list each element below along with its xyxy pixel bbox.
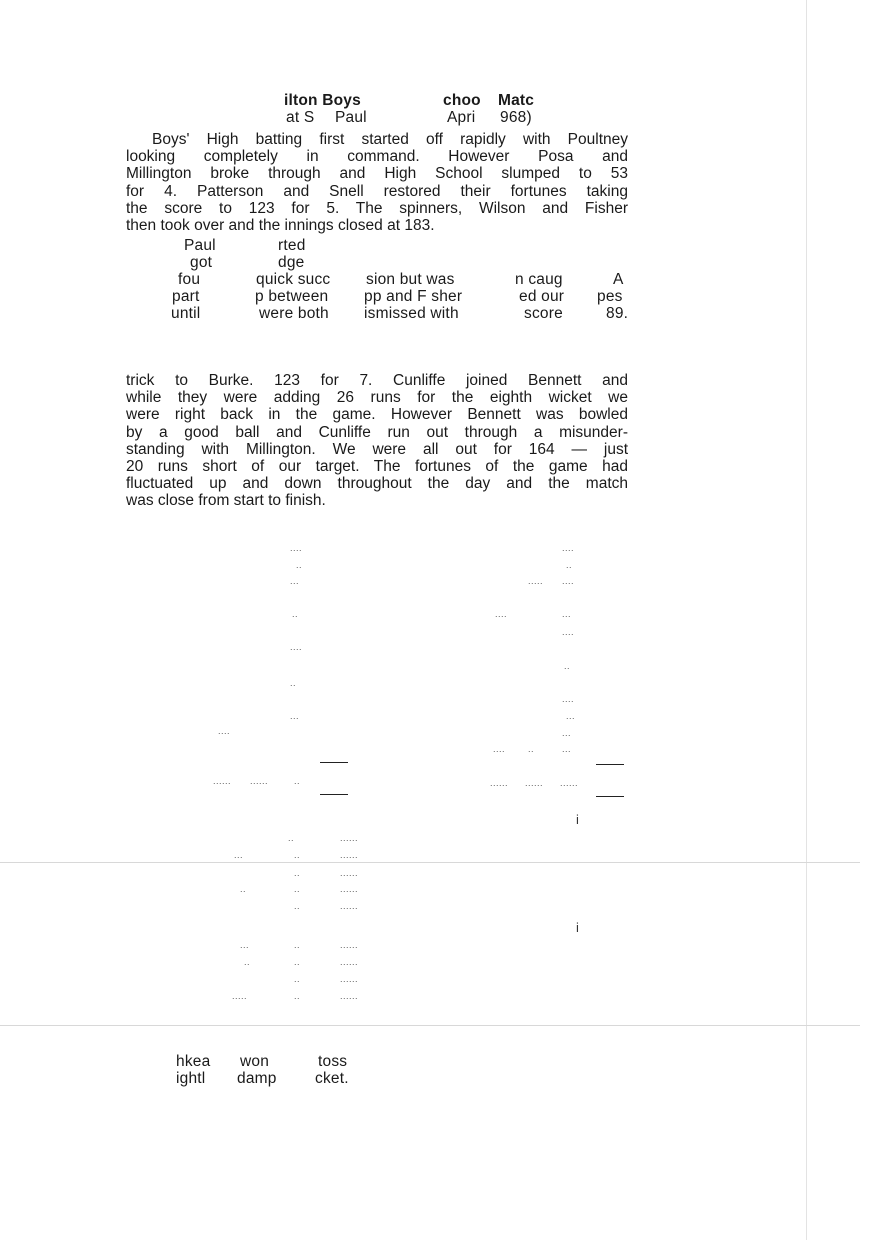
leader-dots: ...... [340,833,359,843]
leader-dots: .. [294,901,301,911]
leader-dots: ... [566,711,576,721]
leader-dots: ...... [525,778,544,788]
total-rule [320,794,348,795]
leader-dots: .. [296,560,303,570]
leader-dots: .. [294,776,301,786]
leader-dots: ... [234,850,244,860]
fragment: fou [178,271,201,288]
leader-dots: ...... [340,850,359,860]
leader-dots: ...... [250,776,269,786]
fragment: ed our [519,288,565,305]
leader-dots: .... [493,744,506,754]
text-line: trick to Burke. 123 for 7. Cunliffe joined Bennett and [126,372,628,389]
text-line: standing with Millington. We were all out for 164 — just [126,440,628,458]
leader-dots: .... [218,726,231,736]
leader-dots: .. [564,661,571,671]
leader-dots: .. [288,833,295,843]
leader-dots: .. [294,884,301,894]
leader-dots: .. [294,991,301,1001]
heading-mid: choo [443,92,481,109]
fragment: ismissed with [364,305,459,322]
fragment: until [171,305,201,322]
leader-dots: ...... [340,957,359,967]
text-line: were right back in the game. However Bennett was bowled [126,406,628,424]
leader-dots: ...... [340,974,359,984]
paragraph-1 [126,131,628,234]
fragment: got [190,254,213,271]
fragment: cket. [315,1070,349,1087]
leader-dots: .. [292,609,299,619]
fragment: score [524,305,563,322]
fragment: hkea [176,1053,211,1070]
subheading-left: at S [286,109,315,126]
fragment: A [613,271,624,288]
leader-dots: .... [562,576,575,586]
fragment: pes [597,288,623,305]
fragment: rted [278,237,306,254]
fragment: sion but was [366,271,455,288]
fragment: Paul [184,237,216,254]
leader-dots: .. [528,744,535,754]
stray-mark: i [576,920,579,935]
leader-dots: .... [562,543,575,553]
fold-line [0,862,860,863]
leader-dots: .... [290,543,303,553]
heading-right: Matc [498,92,535,109]
leader-dots: ... [290,711,300,721]
text-line: then took over and the innings closed at 183. [126,217,435,235]
leader-dots: ...... [213,776,232,786]
text-line: Boys' High batting first started off rapidly with Poultney [152,131,628,148]
leader-dots: .. [240,884,247,894]
text-line: by a good ball and Cunliffe run out through a misunder- [126,423,628,441]
paragraph-2 [126,372,628,510]
leader-dots: ..... [528,576,544,586]
text-line: for 4. Patterson and Snell restored their fortunes taking [126,182,628,200]
fragment: damp [237,1070,277,1087]
fragment: pp and F sher [364,288,463,305]
page-edge [806,0,807,1240]
leader-dots: .. [294,957,301,967]
fragment: won [240,1053,270,1070]
heading-left: ilton Boys [284,92,361,109]
fragment: part [172,288,200,305]
leader-dots: ...... [490,778,509,788]
leader-dots: .. [294,940,301,950]
text-line: while they were adding 26 runs for the eighth wicket we [126,389,628,407]
leader-dots: .... [495,609,508,619]
leader-dots: ... [562,744,572,754]
leader-dots: .... [290,642,303,652]
total-rule [320,762,348,763]
leader-dots: ... [562,728,572,738]
fragment: p between [255,288,329,305]
text-line: looking completely in command. However Posa and [126,148,628,166]
text-line: Millington broke through and High School slumped to 53 [126,165,628,183]
fragment: dge [278,254,305,271]
fragment: toss [318,1053,348,1070]
subheading-right: Apri [447,109,476,126]
fragment: 89. [606,305,629,322]
fragment: were both [259,305,329,322]
total-rule [596,796,624,797]
leader-dots: .. [294,868,301,878]
text-line: the score to 123 for 5. The spinners, Wilson and Fisher [126,199,628,217]
leader-dots: .. [294,850,301,860]
leader-dots: ...... [340,940,359,950]
leader-dots: ...... [560,778,579,788]
fragment: n caug [515,271,563,288]
leader-dots: ... [562,609,572,619]
leader-dots: ...... [340,991,359,1001]
leader-dots: .... [562,694,575,704]
leader-dots: .. [566,560,573,570]
leader-dots: .... [562,627,575,637]
text-line: was close from start to finish. [126,492,326,510]
fragment: quick succ [256,271,331,288]
leader-dots: ... [240,940,250,950]
text-line: fluctuated up and down throughout the day and the match [126,475,628,493]
leader-dots: ... [290,576,300,586]
fragment: ightl [176,1070,206,1087]
leader-dots: .. [244,957,251,967]
leader-dots: ...... [340,884,359,894]
stray-mark: i [576,812,579,827]
leader-dots: .. [294,974,301,984]
subheading-mid: Paul [335,109,367,126]
leader-dots: .. [290,678,297,688]
leader-dots: ...... [340,901,359,911]
total-rule [596,764,624,765]
fold-line [0,1025,860,1026]
subheading-year: 968) [500,109,532,126]
text-line: 20 runs short of our target. The fortunes of the game had [126,458,628,476]
leader-dots: ...... [340,868,359,878]
leader-dots: ..... [232,991,248,1001]
